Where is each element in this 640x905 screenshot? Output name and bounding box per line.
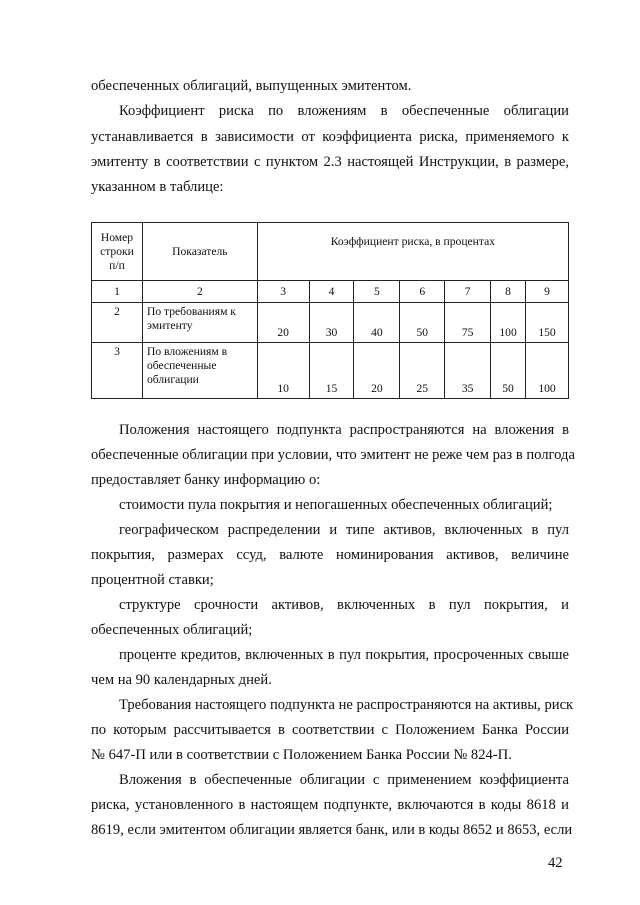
table-row <box>92 343 569 399</box>
column-number: 8 <box>491 281 526 303</box>
list-item: проценте кредитов, включенных в пул покрытия, просроченных свыше <box>119 647 569 663</box>
list-item: стоимости пула покрытия и непогашенных обеспеченных облигаций; <box>119 497 553 513</box>
page-number: 42 <box>548 855 563 871</box>
investments-line: риска, установленного в настоящем подпункте, включаются в коды 8618 и <box>91 797 569 813</box>
row-value: 20 <box>257 303 309 343</box>
list-item: географическом распределении и типе активов, включенных в пул <box>119 522 569 538</box>
row-value: 25 <box>400 343 445 399</box>
row-indicator: По требованиям к эмитенту <box>142 303 257 343</box>
header-indicator: Показатель <box>142 223 257 281</box>
requirements-line: № 647-П или в соответствии с Положением Банка России № 824-П. <box>91 747 512 763</box>
row-value: 15 <box>309 343 354 399</box>
row-indicator: По вложениям в обеспеченные облигации <box>142 343 257 399</box>
column-number: 3 <box>257 281 309 303</box>
provisions-line: Положения настоящего подпункта распространяются на вложения в <box>119 422 569 438</box>
list-item: структуре срочности активов, включенных в пул покрытия, и <box>119 597 569 613</box>
row-value: 40 <box>354 303 400 343</box>
header-coefficient: Коэффициент риска, в процентах <box>257 223 568 281</box>
row-value: 35 <box>445 343 491 399</box>
row-value: 20 <box>354 343 400 399</box>
row-value: 30 <box>309 303 354 343</box>
provisions-line: обеспеченные облигации при условии, что эмитент не реже чем раз в полгода <box>91 447 575 463</box>
row-number: 3 <box>92 343 143 399</box>
provisions-line: предоставляет банку информацию о: <box>91 472 321 488</box>
risk-coefficient-table <box>91 222 569 399</box>
column-number: 6 <box>400 281 445 303</box>
risk-paragraph-line: устанавливается в зависимости от коэффициента риска, применяемого к <box>91 129 569 145</box>
risk-paragraph-line: указанном в таблице: <box>91 179 224 195</box>
investments-line: 8619, если эмитентом облигации является банк, или в коды 8652 и 8653, если <box>91 822 573 838</box>
row-value: 150 <box>526 303 569 343</box>
row-value: 10 <box>257 343 309 399</box>
column-number: 4 <box>309 281 354 303</box>
row-value: 100 <box>491 303 526 343</box>
requirements-line: Требования настоящего подпункта не распространяются на активы, риск <box>119 697 574 713</box>
column-number-row <box>92 281 569 303</box>
column-number: 7 <box>445 281 491 303</box>
row-value: 100 <box>526 343 569 399</box>
row-number: 2 <box>92 303 143 343</box>
list-item: покрытия, размерах ссуд, валюте номинирования активов, величине <box>91 547 569 563</box>
header-row-number: Номер строки п/п <box>92 223 143 281</box>
list-item: чем на 90 календарных дней. <box>91 672 272 688</box>
risk-paragraph-line: эмитенту в соответствии с пунктом 2.3 настоящей Инструкции, в размере, <box>91 154 569 170</box>
column-number: 5 <box>354 281 400 303</box>
table-row <box>92 303 569 343</box>
list-item: обеспеченных облигаций; <box>91 622 253 638</box>
requirements-line: по которым рассчитывается в соответствии с Положением Банка России <box>91 722 569 738</box>
column-number: 1 <box>92 281 143 303</box>
column-number: 9 <box>526 281 569 303</box>
intro-end-line: обеспеченных облигаций, выпущенных эмитентом. <box>91 78 412 94</box>
row-value: 75 <box>445 303 491 343</box>
row-value: 50 <box>491 343 526 399</box>
investments-line: Вложения в обеспеченные облигации с применением коэффициента <box>119 772 569 788</box>
row-value: 50 <box>400 303 445 343</box>
list-item: процентной ставки; <box>91 572 214 588</box>
risk-paragraph-line: Коэффициент риска по вложениям в обеспеченные облигации <box>119 103 569 119</box>
column-number: 2 <box>142 281 257 303</box>
table-header-row <box>92 223 569 281</box>
